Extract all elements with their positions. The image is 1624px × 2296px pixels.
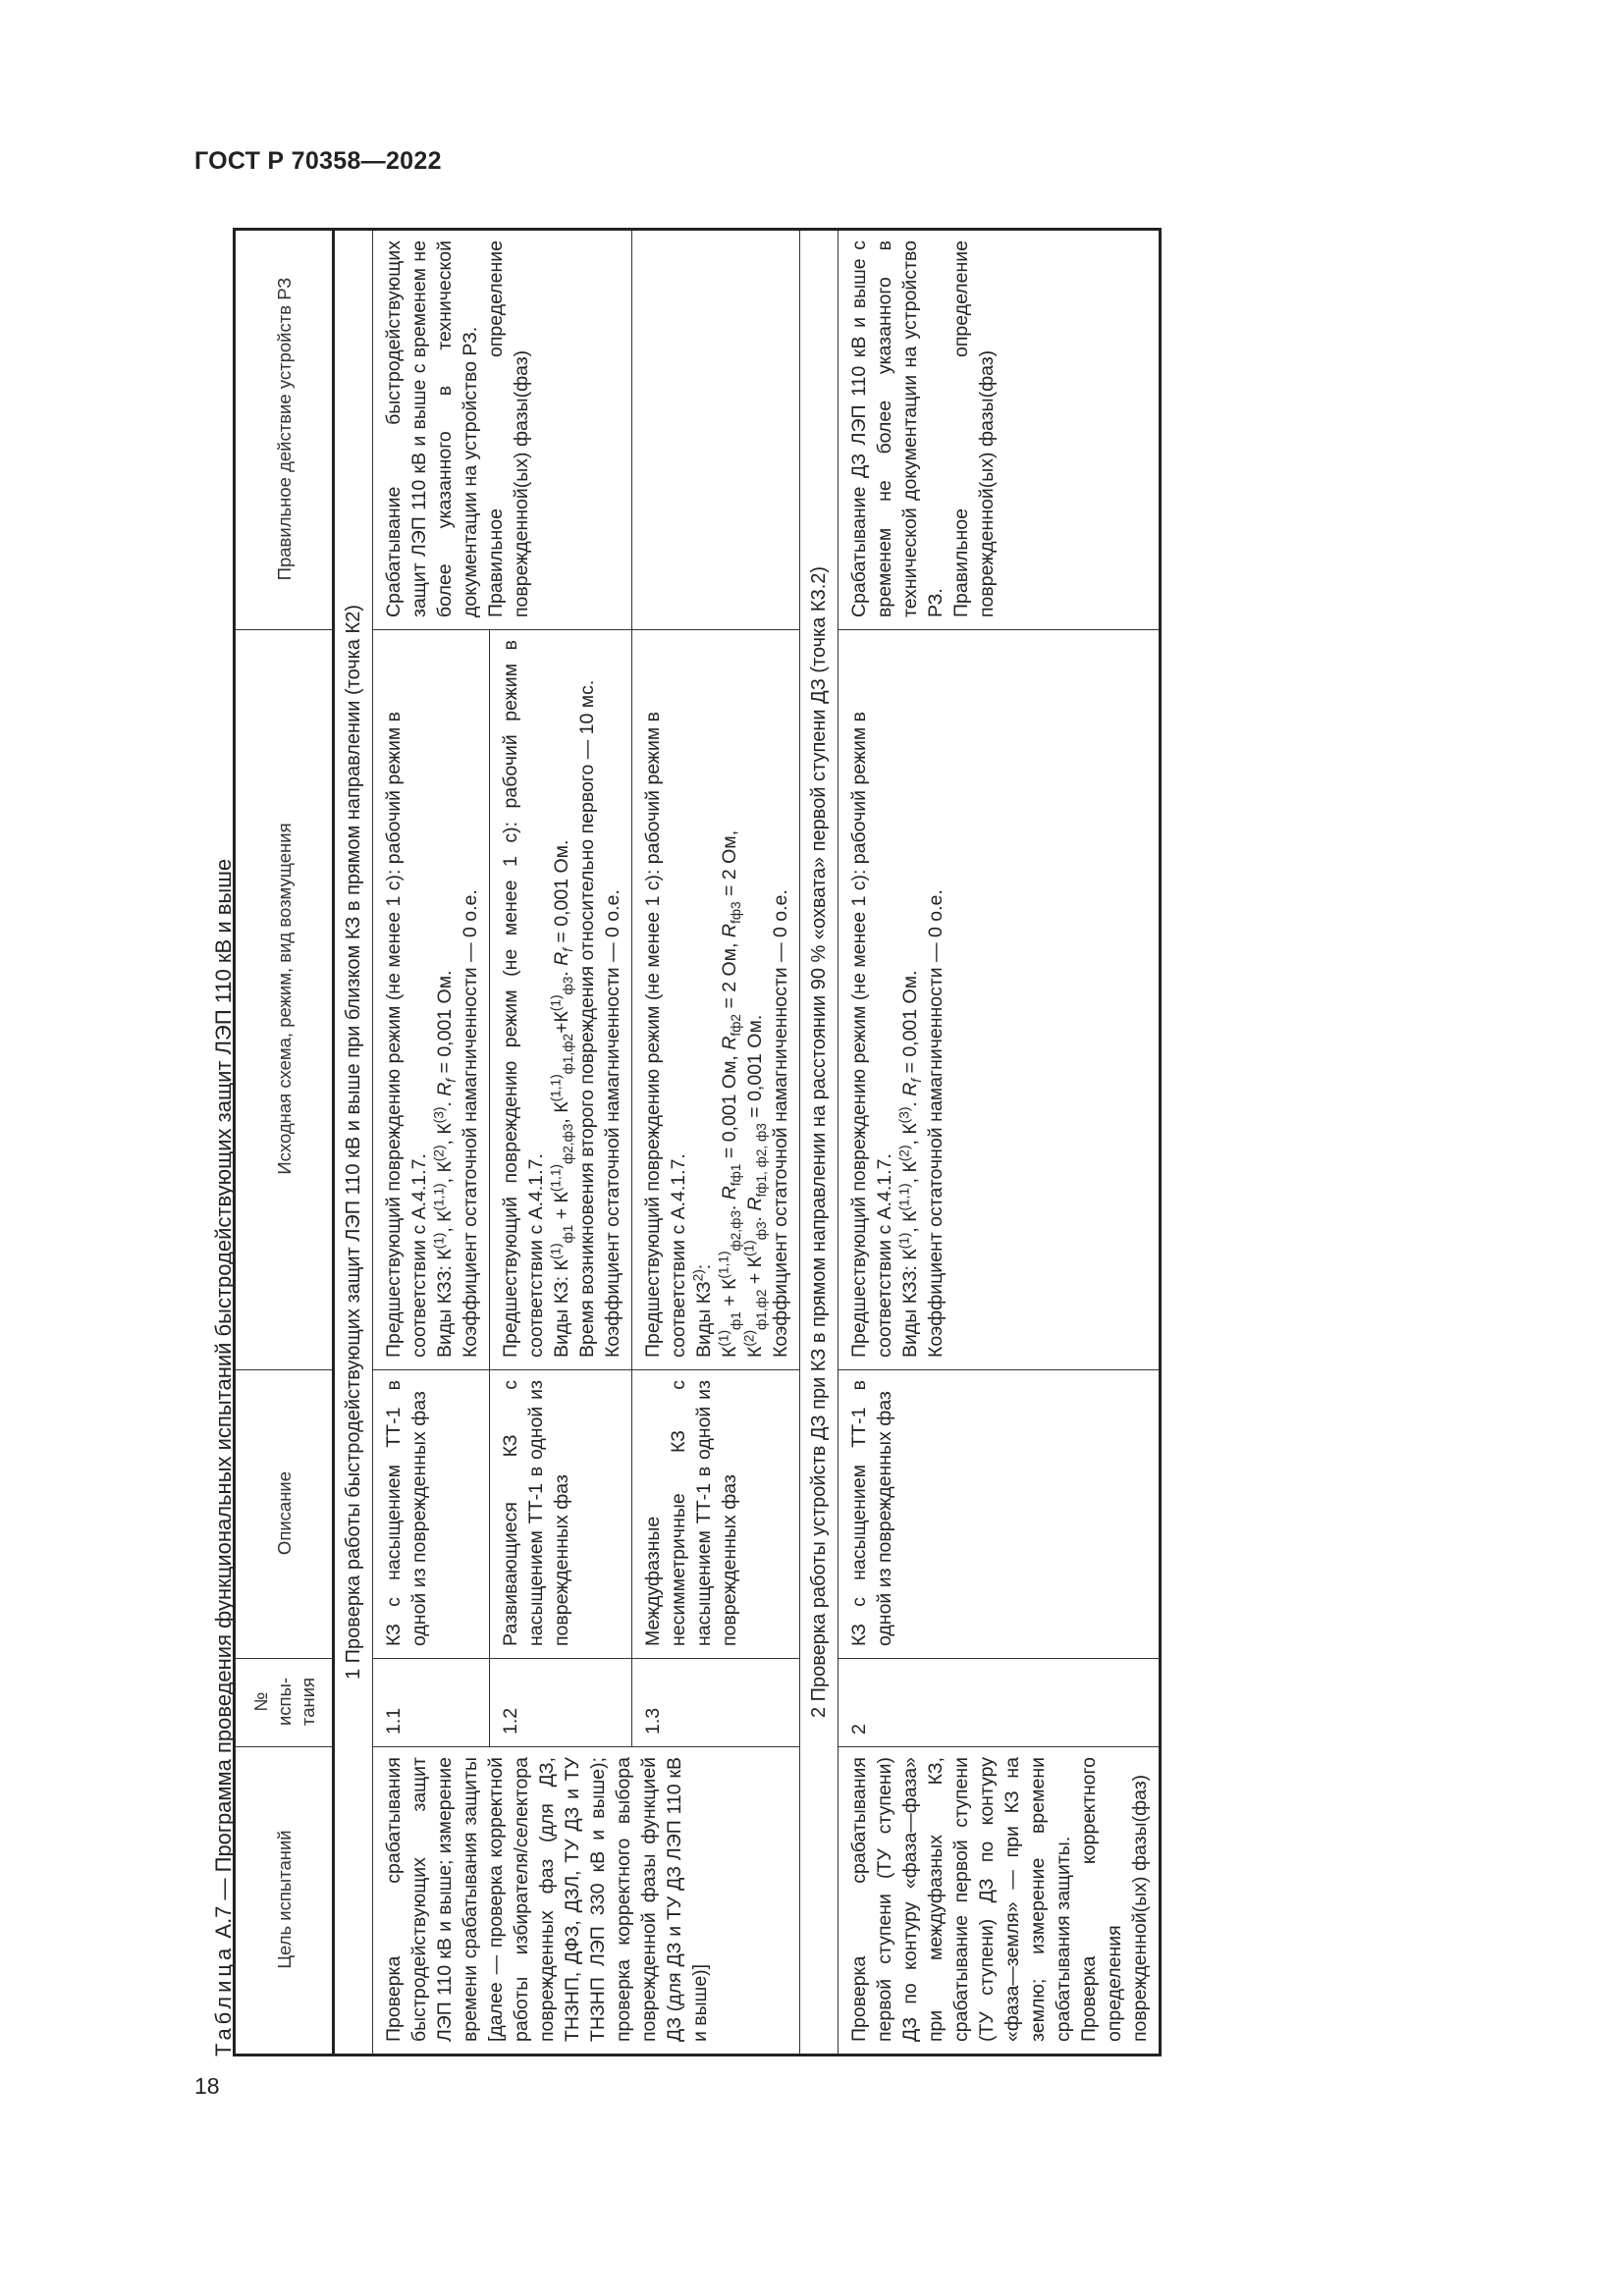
remanence-text: Коэффициент остаточной намагниченности — 0 о.е. [602, 889, 623, 1358]
fault-kinds: Виды КЗ$^{2)}$: [690, 1263, 715, 1358]
rotated-table-area [182, 133, 1321, 2096]
test-program-table [233, 228, 1162, 2056]
initial-scheme-cell [373, 630, 490, 1370]
goal-cell: Проверка срабатывания первой ступени (ТУ ступени) ДЗ по контуру «фаза—фаза» при междуфазных КЗ, срабатывание первой ступени (ТУ ступени) ДЗ по контуру «фаза—земля» — при КЗ на землю; измерение времени срабатывания защиты. Проверка корректного определения поврежденной(ых) фазы(фаз) [839, 1747, 1161, 2056]
fault-kinds: Виды КЗ: $К^{(1)}_{ф1} + К^{(1,1)}_{ф2,ф3}$, $К^{(1,1)}_{ф1,ф2}+К^{(1)}_{ф3}$. $R_f = 0,001$ Ом. [548, 839, 575, 1358]
time-text: Время возникновения второго повреждения относительно первого — 10 мс. [576, 679, 598, 1358]
mode-text: Предшествующий повреждению режим (не менее 1 с): рабочий режим в соответствии с А.4.1.7. [642, 711, 689, 1358]
caption-label: Таблица [211, 1944, 236, 2056]
table-row [839, 230, 1161, 2056]
remanence-text: Коэффициент остаточной намагниченности — 0 о.е. [770, 889, 791, 1358]
page-number: 18 [194, 2073, 220, 2099]
goal-cell: Проверка срабатывания быстродействующих защит ЛЭП 110 кВ и выше; измерение времени срабатывания защиты [далее — проверка корректной работы избирателя/селектора поврежденных фаз (для ДЗ, ТНЗНП, ДФЗ, ДЗЛ, ТУ ДЗ и ТУ ТНЗНП ЛЭП 330 кВ и выше); проверка корректного выбора поврежденной фазы функцией ДЗ (для ДЗ и ТУ ДЗ ЛЭП 110 кВ и выше)] [373, 1747, 800, 2056]
test-description: КЗ с насыщением ТТ-1 в одной из поврежденных фаз [373, 1370, 490, 1659]
fault-kinds: Виды КЗ3: $К^{(1)}$, К$^{(1,1)}$, $К^{(2)}$, $К^{(3)}$. $R_f = 0,001$ Ом. [431, 970, 459, 1358]
remanence-text: Коэффициент остаточной намагниченности — 0 о.е. [925, 889, 947, 1358]
correct-action-cell: Срабатывание быстродействующих защит ЛЭП 110 кВ и выше с временем не более указанного в технической документации на устройство РЗ. Правильное определение поврежденной(ых) фазы(фаз) [373, 230, 632, 630]
fault-kinds-line-2: $К^{(2)}_{ф1,ф2} + К^{(1)}_{ф3}$. $R_{fф1, ф2, ф3} = 0,001$ Ом. [741, 1014, 769, 1358]
test-number: 1.3 [632, 1659, 800, 1747]
mode-text: Предшествующий повреждению режим (не менее 1 с): рабочий режим в соответствии с А.4.1.7. [500, 640, 547, 1358]
fault-kinds-line-1: $К^{(1)}_{ф1} + К^{(1,1)}_{ф2,ф3}$. $R_{fф1} = 0,001$ Ом, $R_{fф2} = 2$ Ом, $R_{fф3} = 2$ Ом, [716, 829, 743, 1358]
col-header-initial-scheme: Исходная схема, режим, вид возмущения [235, 630, 334, 1370]
test-number: 1.1 [373, 1659, 490, 1747]
initial-scheme-cell [839, 630, 1161, 1370]
col-header-test-number: № испы-тания [235, 1659, 334, 1747]
correct-action-cell: Срабатывание ДЗ ЛЭП 110 кВ и выше с временем не более указанного в технической документации на устройство РЗ. Правильное определение поврежденной(ых) фазы(фаз) [839, 230, 1161, 630]
section-row [800, 230, 839, 2056]
caption-text: А.7 — Программа проведения функциональных испытаний быстродействующих защит ЛЭП 110 кВ и выше [211, 858, 236, 1939]
col-header-correct-action: Правильное действие устройств РЗ [235, 230, 334, 630]
table-header-row [235, 230, 334, 2056]
test-number: 2 [839, 1659, 1161, 1747]
document-header: ГОСТ Р 70358—2022 [194, 147, 442, 175]
section-row [334, 230, 373, 2056]
col-header-description: Описание [235, 1370, 334, 1659]
test-description: Междуфазные несимметричные КЗ с насыщением ТТ-1 в одной из поврежденных фаз [632, 1370, 800, 1659]
initial-scheme-cell [490, 630, 632, 1370]
mode-text: Предшествующий повреждению режим (не менее 1 с): рабочий режим в соответствии с А.4.1.7. [848, 711, 895, 1358]
table-row [373, 230, 490, 2056]
test-number: 1.2 [490, 1659, 632, 1747]
test-description: КЗ с насыщением ТТ-1 в одной из поврежденных фаз [839, 1370, 1161, 1659]
section-title: 2 Проверка работы устройств ДЗ при КЗ в прямом направлении на расстоянии 90 % «охвата» первой ступени ДЗ (точка К3.2) [800, 230, 839, 2056]
section-title: 1 Проверка работы быстродействующих защит ЛЭП 110 кВ и выше при близком КЗ в прямом направлении (точка К2) [334, 230, 373, 2056]
test-description: Развивающиеся КЗ с насыщением ТТ-1 в одной из поврежденных фаз [490, 1370, 632, 1659]
initial-scheme-cell [632, 630, 800, 1370]
mode-text: Предшествующий повреждению режим (не менее 1 с): рабочий режим в соответствии с А.4.1.7. [383, 711, 430, 1358]
col-header-goal: Цель испытаний [235, 1747, 334, 2056]
correct-action-cell-empty [632, 230, 800, 630]
remanence-text: Коэффициент остаточной намагниченности — 0 о.е. [460, 889, 481, 1358]
fault-kinds: Виды КЗ3: $К^{(1)}$, К$^{(1,1)}$, $К^{(2)}$, $К^{(3)}$. $R_f = 0,001$ Ом. [896, 970, 924, 1358]
